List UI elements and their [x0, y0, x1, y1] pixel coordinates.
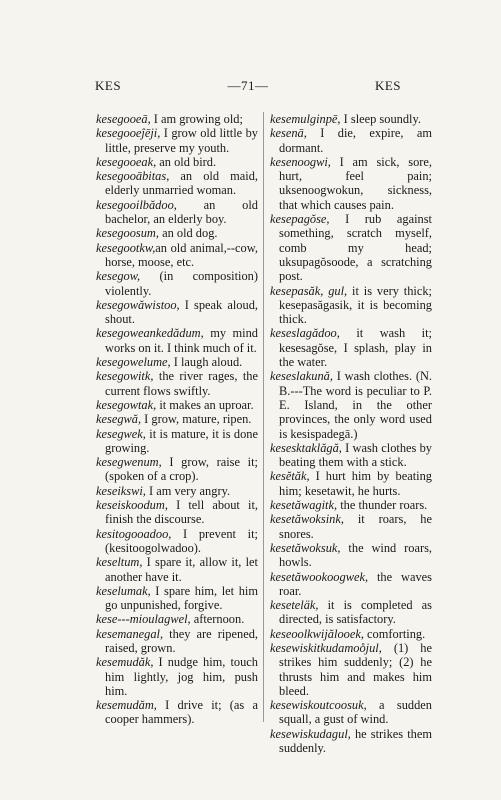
- entry-headword: kesegowelume,: [96, 355, 171, 370]
- dictionary-entry: [96, 269, 258, 298]
- dictionary-entry: [96, 169, 258, 198]
- entry-headword: kesegwenum,: [96, 455, 162, 470]
- dictionary-entry: [270, 326, 432, 369]
- dictionary-entry: [270, 212, 432, 283]
- dictionary-entry: [270, 570, 432, 599]
- dictionary-entry: [96, 112, 258, 126]
- entry-definition: I speak aloud, shout.: [105, 297, 258, 327]
- entry-headword: keseslagădoo,: [270, 326, 340, 341]
- entry-definition: I wash clothes. (N. B.---The word is peculiar to P. E. Island, in the other provinces, the only word used is kesispadegā.): [279, 369, 432, 441]
- entry-definition: (in composition) violently.: [105, 269, 258, 298]
- dictionary-entry: [96, 198, 258, 227]
- dictionary-entry: [270, 641, 432, 698]
- entry-definition: the thunder roars.: [337, 498, 428, 513]
- left-column: [96, 112, 258, 755]
- dictionary-entry: [96, 698, 258, 727]
- dictionary-entry: [270, 541, 432, 570]
- entry-definition: an old bachelor, an elderly boy.: [105, 197, 258, 227]
- dictionary-entry: [270, 155, 432, 212]
- entry-headword: keseltum,: [96, 555, 143, 570]
- header-right-guideword: KES: [374, 78, 401, 93]
- entry-definition: I die, expire, am dormant.: [279, 126, 432, 155]
- dictionary-entry: [96, 155, 258, 169]
- dictionary-entry: [96, 226, 258, 240]
- entry-headword: kesegoweankedădum,: [96, 326, 204, 341]
- entry-headword: kesegooeā,: [96, 112, 151, 126]
- entry-definition: I drive it; (as a cooper hammers).: [105, 698, 258, 727]
- entry-definition: I laugh aloud.: [170, 355, 243, 370]
- entry-headword: kesetăwagitk,: [270, 498, 338, 513]
- entry-definition: it is mature, it is done growing.: [105, 426, 258, 455]
- entry-definition: (1) he strikes him suddenly; (2) he thrusts him and makes him bleed.: [279, 640, 432, 698]
- entry-headword: keseikswi,: [96, 483, 146, 498]
- dictionary-entry: [270, 698, 432, 727]
- entry-definition: the wind roars, howls.: [279, 540, 432, 570]
- entry-headword: keseoolkwijălooek,: [270, 626, 364, 641]
- dictionary-entry: [96, 455, 258, 484]
- entry-definition: I grow, raise it; (spoken of a crop).: [105, 455, 258, 484]
- entry-definition: it is very thick; kesepasăgasik, it is becoming thick.: [279, 283, 433, 327]
- entry-definition: an old bird.: [156, 154, 217, 169]
- dictionary-entry: [96, 427, 258, 456]
- entry-definition: I hurt him by beating him; kesetawit, he hurts.: [279, 469, 432, 498]
- dictionary-entry: [270, 284, 432, 327]
- dictionary-entry: [96, 398, 258, 412]
- entry-headword: kesesktaklăgă,: [270, 440, 342, 455]
- entry-columns: [96, 112, 432, 755]
- entry-definition: I rub against something, scratch myself, comb my head; uksupagŏsoode, a scratching post.: [279, 212, 432, 284]
- entry-definition: he strikes them suddenly.: [279, 726, 432, 756]
- dictionary-entry: [96, 527, 258, 556]
- entry-definition: a sudden squall, a gust of wind.: [279, 698, 432, 727]
- dictionary-entry: [96, 655, 258, 698]
- entry-definition: an old maid, elderly unmarried woman.: [105, 169, 258, 198]
- dictionary-entry: [96, 412, 258, 426]
- dictionary-entry: [96, 241, 258, 270]
- entry-headword: kesewiskudagul,: [270, 726, 351, 741]
- entry-headword: keseteläk,: [270, 598, 319, 613]
- entry-definition: I spare him, let him go unpunished, forgive.: [105, 583, 258, 613]
- entry-headword: kesetăwookoogwek,: [270, 569, 369, 584]
- entry-headword: kesewiskitkudamoo̊jul,: [270, 640, 382, 655]
- dictionary-entry: [96, 355, 258, 369]
- entry-headword: kesĕtăk,: [270, 469, 310, 484]
- entry-headword: kesegowtak,: [96, 397, 157, 412]
- entry-headword: kesemulginpē,: [270, 112, 341, 126]
- page-header: [95, 78, 401, 94]
- entry-headword: kesemanegal,: [96, 626, 164, 641]
- entry-definition: I wash clothes by beating them with a stick.: [279, 440, 432, 470]
- entry-headword: kesegooeĵēji,: [96, 126, 161, 141]
- dictionary-entry: [270, 469, 432, 498]
- header-left-guideword: KES: [95, 78, 122, 93]
- dictionary-entry: [270, 598, 432, 627]
- entry-definition: I grow old little by little, preserve my youth.: [105, 126, 258, 155]
- entry-headword: kesetăwoksuk,: [270, 540, 341, 555]
- entry-definition: I am sick, sore, hurt, feel pain; uksenoogwokun, sickness, that which causes pain.: [279, 154, 432, 212]
- dictionary-entry: [96, 612, 258, 626]
- entry-headword: kesegooeak,: [96, 154, 157, 169]
- entry-definition: I am growing old;: [150, 112, 243, 126]
- entry-headword: kesemudăm,: [96, 698, 157, 713]
- page-number: —71—: [227, 78, 269, 93]
- entry-definition: they are ripened, raised, grown.: [105, 626, 258, 655]
- dictionary-entry: [270, 112, 432, 126]
- entry-headword: kesegooilbădoo,: [96, 197, 177, 212]
- entry-headword: kesegwă,: [96, 412, 142, 427]
- entry-definition: an old animal,--cow, horse, moose, etc.: [105, 240, 258, 269]
- entry-headword: kesegooābitas,: [96, 169, 170, 184]
- entry-headword: kesitogooadoo,: [96, 526, 172, 541]
- entry-definition: it wash it; kesesagŏse, I splash, play in the water.: [279, 326, 432, 370]
- dictionary-entry: [270, 441, 432, 470]
- dictionary-entry: [270, 126, 432, 155]
- entry-headword: kesepasăk, gul,: [270, 283, 348, 298]
- entry-definition: an old dog.: [158, 226, 218, 241]
- dictionary-entry: [96, 484, 258, 498]
- entry-definition: I sleep soundly.: [340, 112, 421, 126]
- right-column: [270, 112, 432, 755]
- entry-definition: it roars, he snores.: [279, 512, 432, 541]
- entry-definition: I grow, mature, ripen.: [141, 412, 252, 427]
- entry-headword: kesenā,: [270, 126, 307, 141]
- dictionary-entry: [96, 369, 258, 398]
- dictionary-entry: [96, 326, 258, 355]
- entry-definition: I nudge him, touch him lightly, jog him, push him.: [105, 655, 258, 698]
- dictionary-entry: [96, 627, 258, 656]
- dictionary-entry: [270, 627, 432, 641]
- entry-definition: I tell about it, finish the discourse.: [105, 498, 258, 527]
- dictionary-entry: [96, 584, 258, 613]
- entry-headword: kesepagŏse,: [270, 212, 330, 227]
- entry-definition: afternoon.: [190, 612, 245, 627]
- entry-headword: kesegoosum,: [96, 226, 159, 241]
- entry-headword: kesetăwoksink,: [270, 512, 344, 527]
- entry-definition: comforting.: [363, 626, 426, 641]
- entry-definition: it makes an uproar.: [156, 397, 254, 412]
- entry-headword: kesegow,: [96, 269, 141, 284]
- entry-headword: kesewiskoutcoosuk,: [270, 698, 367, 713]
- dictionary-entry: [96, 298, 258, 327]
- entry-headword: kesegowitk,: [96, 369, 154, 384]
- dictionary-entry: [96, 126, 258, 155]
- entry-definition: it is completed as directed, is satisfactory.: [279, 598, 432, 627]
- entry-definition: I prevent it; (kesitoogolwadoo).: [105, 526, 258, 555]
- entry-definition: my mind works on it. I think much of it.: [105, 326, 258, 355]
- dictionary-entry: [270, 512, 432, 541]
- entry-headword: kese---mioulagwel,: [96, 612, 191, 627]
- dictionary-entry: [270, 369, 432, 440]
- entry-headword: keselumak,: [96, 583, 151, 598]
- entry-definition: I spare it, allow it, let another have it.: [105, 555, 258, 584]
- entry-headword: kesegwek,: [96, 426, 146, 441]
- entry-headword: kesemudăk,: [96, 655, 154, 670]
- dictionary-entry: [270, 498, 432, 512]
- entry-headword: kesenoogwi,: [270, 154, 331, 169]
- entry-headword: keseiskoodum,: [96, 498, 168, 513]
- entry-headword: kesegootkw,: [96, 240, 156, 255]
- entry-headword: keseslakună,: [270, 369, 333, 384]
- entry-definition: the river rages, the current flows swiftly.: [105, 369, 258, 398]
- entry-headword: kesegowăwistoo,: [96, 297, 180, 312]
- dictionary-entry: [270, 727, 432, 756]
- dictionary-entry: [96, 498, 258, 527]
- entry-definition: the waves roar.: [279, 569, 432, 598]
- entry-definition: I am very angry.: [145, 483, 231, 498]
- dictionary-entry: [96, 555, 258, 584]
